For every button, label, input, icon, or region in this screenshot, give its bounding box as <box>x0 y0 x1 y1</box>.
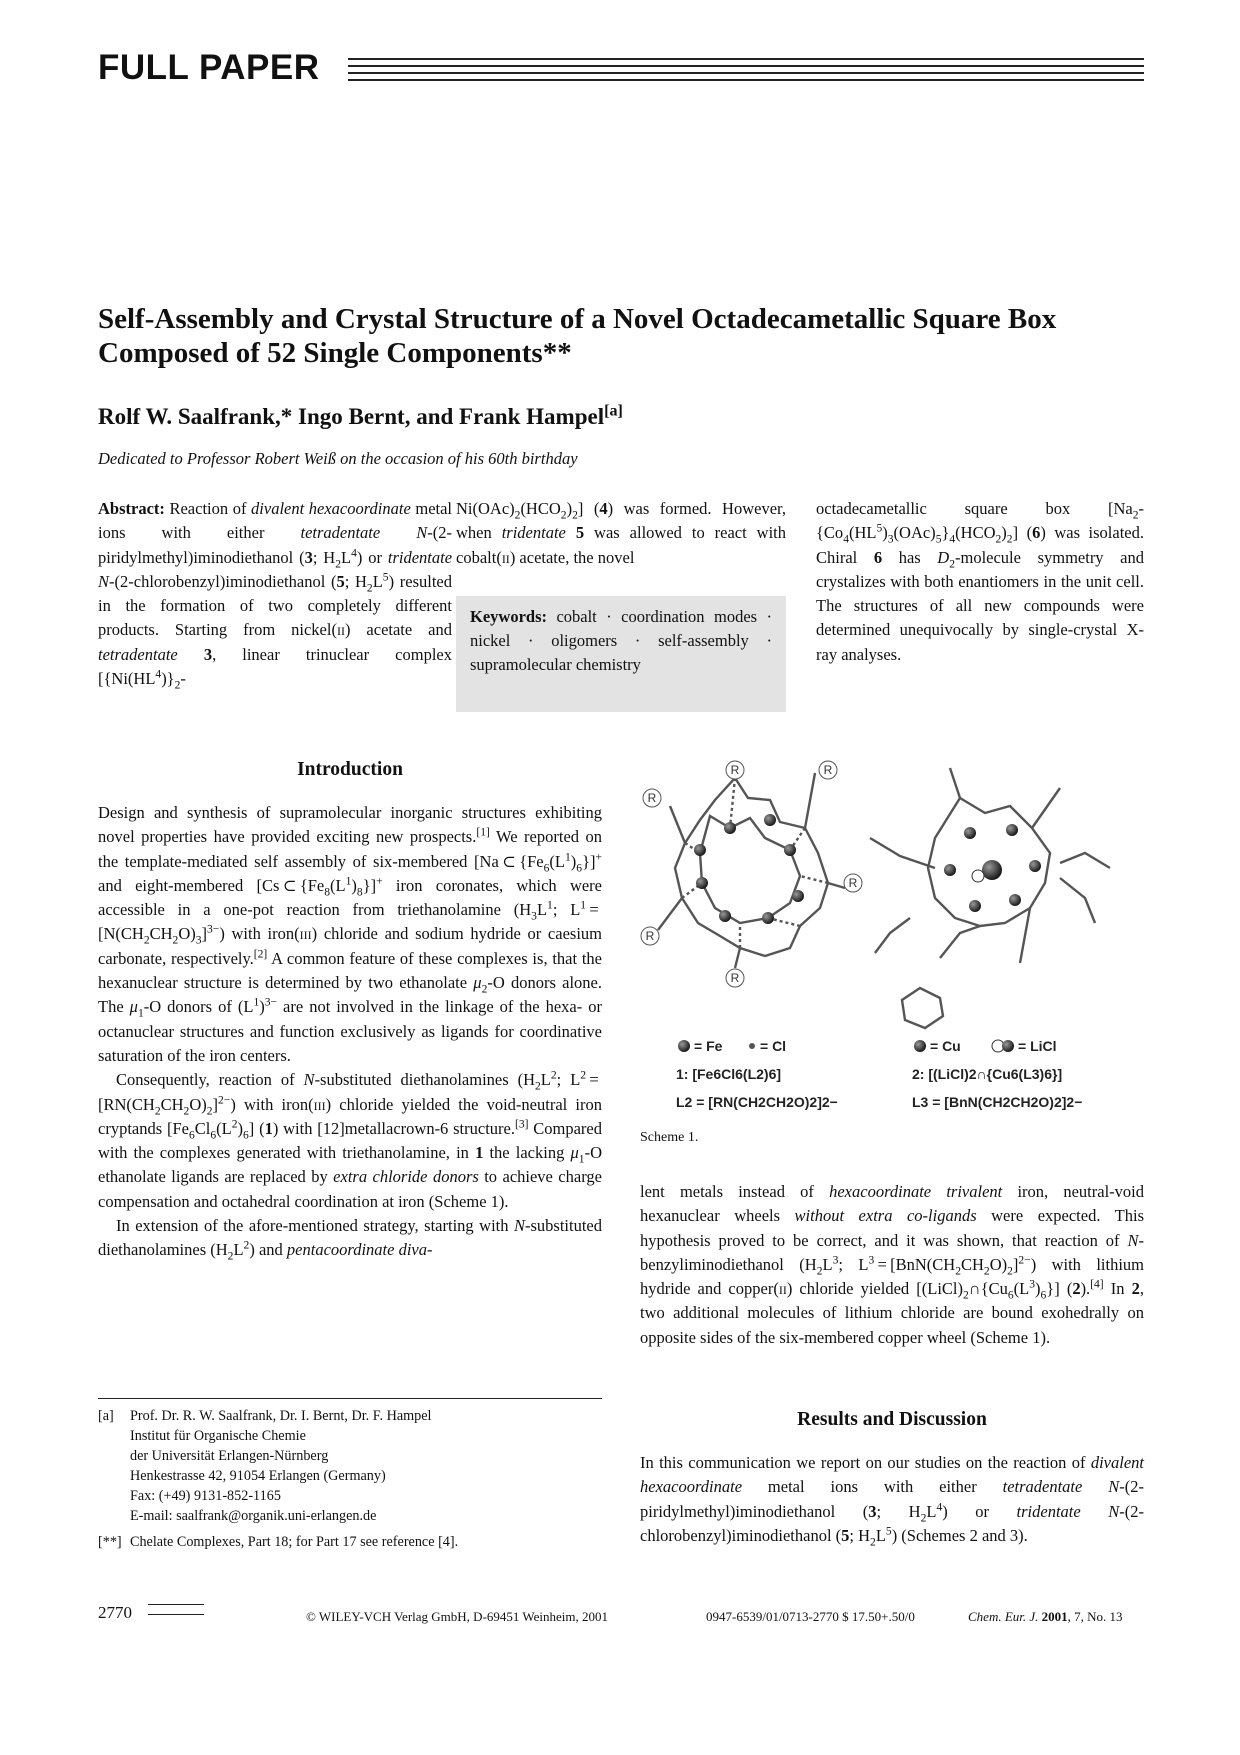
authors <box>98 402 623 432</box>
journal-citation <box>968 1608 1123 1626</box>
footnotes <box>98 1406 602 1552</box>
header-rule <box>348 65 1144 67</box>
formula-l3: L3 = [BnN(CH2CH2O)2]2− <box>912 1094 1083 1110</box>
svg-text:R: R <box>848 876 858 890</box>
footnote-line: E-mail: saalfrank@organik.uni-erlangen.de <box>130 1508 377 1524</box>
keywords-label: Keywords: <box>470 607 547 626</box>
dedication: Dedicated to Professor Robert Weiß on the occasion of his 60th birthday <box>98 449 578 468</box>
publisher-line: © WILEY-VCH Verlag GmbH, D-69451 Weinheim, 2001 <box>306 1609 609 1624</box>
svg-text:R: R <box>823 763 833 777</box>
issn-line: 0947-6539/01/0713-2770 $ 17.50+.50/0 <box>706 1609 915 1624</box>
page-number-rule <box>148 1614 204 1615</box>
legend-licl: = LiCl <box>1018 1038 1057 1054</box>
footnote-chelate <box>98 1532 602 1552</box>
journal-volume: , 7, No. 13 <box>1067 1609 1123 1624</box>
formula-l2: L2 = [RN(CH2CH2O)2]2− <box>676 1094 838 1110</box>
keywords-box <box>456 596 786 712</box>
legend-cl: = Cl <box>760 1038 787 1054</box>
footnote-tag: [a] <box>98 1408 114 1424</box>
footnote-line: Prof. Dr. R. W. Saalfrank, Dr. I. Bernt, Dr. F. Hampel <box>130 1408 432 1424</box>
abstract-column-3: octadecametallic square box $[Na_2-\{Co_4(HL^5)_3(OAc)_5\}_4(HCO_2)_2]$ (6) was isolated. Chiral 6 has $D_2$-molecule symmetry and crystalizes with both enantiomers in the unit cell. The structures of all new compounds were determined unequivocally by single-crystal X-ray analyses. <box>816 499 1144 664</box>
results-text: In this communication we report on our studies on the reaction of divalent hexacoordinate metal ions with either tetradentate N-(2-piridylmethyl)iminodiethanol (3; $H_2L^4$) or tridentate N-(2-chlorobenzyl)iminodiethanol (5; $H_2L^5$) (Schemes 2 and 3). <box>640 1453 1144 1549</box>
copper-wheel-structure <box>870 768 1110 1028</box>
keywords-list: cobalt · coordination modes · nickel · oligomers · self-assembly · supramolecular chemistry <box>470 607 773 674</box>
legend-cu: = Cu <box>930 1038 961 1054</box>
page-number: 2770 <box>98 1603 132 1622</box>
formula-2: 2: [(LiCl)2∩{Cu6(L3)6}] <box>912 1066 1063 1082</box>
svg-text:R: R <box>645 929 655 943</box>
journal-year: 2001 <box>1041 1609 1068 1624</box>
introduction-text-continued: lent metals instead of hexacoordinate trivalent iron, neutral-void hexanuclear wheels without extra co-ligands were expected. This hypothesis proved to be correct, and it was shown, that reaction of N-benzyliminodiethanol ($H_2L^3$; $L^3 = [BnN(CH_2CH_2O)_2]^{2-}$) with lithium hydride and copper(ii) chloride yielded $[(LiCl)_2\cap\{Cu_6(L^3)_6\}]$ (2).[4] In 2, two additional molecules of lithium chloride are bound exohedrally on opposite sides of the six-membered copper wheel (Scheme 1). <box>640 1182 1145 1347</box>
svg-text:R: R <box>730 763 740 777</box>
svg-text:R: R <box>647 791 657 805</box>
abstract-column-2: $Ni(OAc)_2(HCO_2)_2$] (4) was formed. However, when tridentate 5 was allowed to react with cobalt(ii) acetate, the novel <box>456 499 786 567</box>
scheme-1-figure <box>640 758 1144 1122</box>
header-label: FULL PAPER <box>98 48 320 87</box>
section-heading-results: Results and Discussion <box>797 1409 987 1430</box>
abstract-column-1: Abstract: Reaction of divalent hexacoordinate metal ions with either tetradentate N-(2-piridylmethyl)iminodiethanol (3; $H_2L^4$) or tridentate N-(2-chlorobenzyl)iminodiethanol (5; $H_2L^5$) resulted in the formation of two completely different products. Starting from nickel(ii) acetate and tetradentate 3, linear trinuclear complex [$\{Ni(HL^4)\}_2-$ <box>98 499 453 692</box>
header-rule <box>348 79 1144 81</box>
page-number-rule <box>148 1604 204 1605</box>
copper-atoms <box>944 824 1041 912</box>
section-heading-introduction: Introduction <box>297 759 403 780</box>
footnote-line: Henkestrasse 42, 91054 Erlangen (Germany) <box>130 1468 386 1484</box>
footnote-line: Chelate Complexes, Part 18; for Part 17 see reference [4]. <box>130 1534 459 1550</box>
svg-text:R: R <box>730 971 740 985</box>
introduction-text: Design and synthesis of supramolecular inorganic structures exhibiting novel properties have provided exciting new prospects.[1] We reported on the template-mediated self assembly of six-membered [Na ⊂ $\{Fe_6(L^1)_6\}]^+$ and eight-membered [Cs ⊂ $\{Fe_8(L^1)_8\}]^+$ iron coronates, which were accessible in a one-pot reaction from triethanolamine ($H_3L^1$; $L^1 = [N(CH_2CH_2O)_3]^{3-}$) with iron(iii) chloride and sodium hydride or caesium carbonate, respectively.[2] A common feature of these complexes is, that the hexanuclear structure is determined by two ethanolate $\mu_2-O$ donors alone. The $\mu_1-O$ donors of $(L^1)^{3-}$ are not involved in the linkage of the hexa- or octanuclear structures and function exclusively as ligands for coordinative saturation of the iron centers. Consequently, reaction of N-substituted diethanolamines ($H_2L^2$; $L^2 = [RN(CH_2CH_2O)_2]^{2-}$) with iron(iii) chloride yielded the void-neutral iron cryptands $[Fe_6Cl_6(L^2)_6]$ (1) with [12]metallacrown-6 structure.[3] Compared with the complexes generated with triethanolamine, in 1 the lacking $\mu_1-O$ ethanolate ligands are replaced by extra chloride donors to achieve charge compensation and octahedral coordination at iron (Scheme 1). In extension of the afore-mentioned strategy, starting with N-substituted diethanolamines $(H_2L^2)$ and pentacoordinate diva- <box>98 803 603 1263</box>
paper-title: Self-Assembly and Crystal Structure of a Novel Octadecametallic Square Box Composed of 52 Single Components** <box>98 303 1057 369</box>
abstract-label: Abstract: <box>98 499 165 518</box>
scheme-caption: Scheme 1. <box>640 1130 699 1145</box>
iron-cryptand-structure <box>658 773 845 968</box>
iron-atoms <box>694 814 804 924</box>
header-rule <box>348 72 1144 74</box>
author-names: Rolf W. Saalfrank,* Ingo Bernt, and Frank Hampel <box>98 404 605 429</box>
footnote-affiliation <box>98 1406 602 1526</box>
footnote-tag: [**] <box>98 1534 122 1550</box>
formula-1: 1: [Fe6Cl6(L2)6] <box>676 1066 782 1082</box>
footnote-line: Fax: (+49) 9131-852-1165 <box>130 1488 281 1504</box>
journal-name: Chem. Eur. J. <box>968 1609 1039 1624</box>
legend-fe: = Fe <box>694 1038 723 1054</box>
footnote-line: der Universität Erlangen-Nürnberg <box>130 1448 329 1464</box>
footnote-line: Institut für Organische Chemie <box>130 1428 306 1444</box>
affiliation-mark: [a] <box>604 402 623 420</box>
footnote-rule <box>98 1398 602 1399</box>
header-rule <box>348 58 1144 60</box>
